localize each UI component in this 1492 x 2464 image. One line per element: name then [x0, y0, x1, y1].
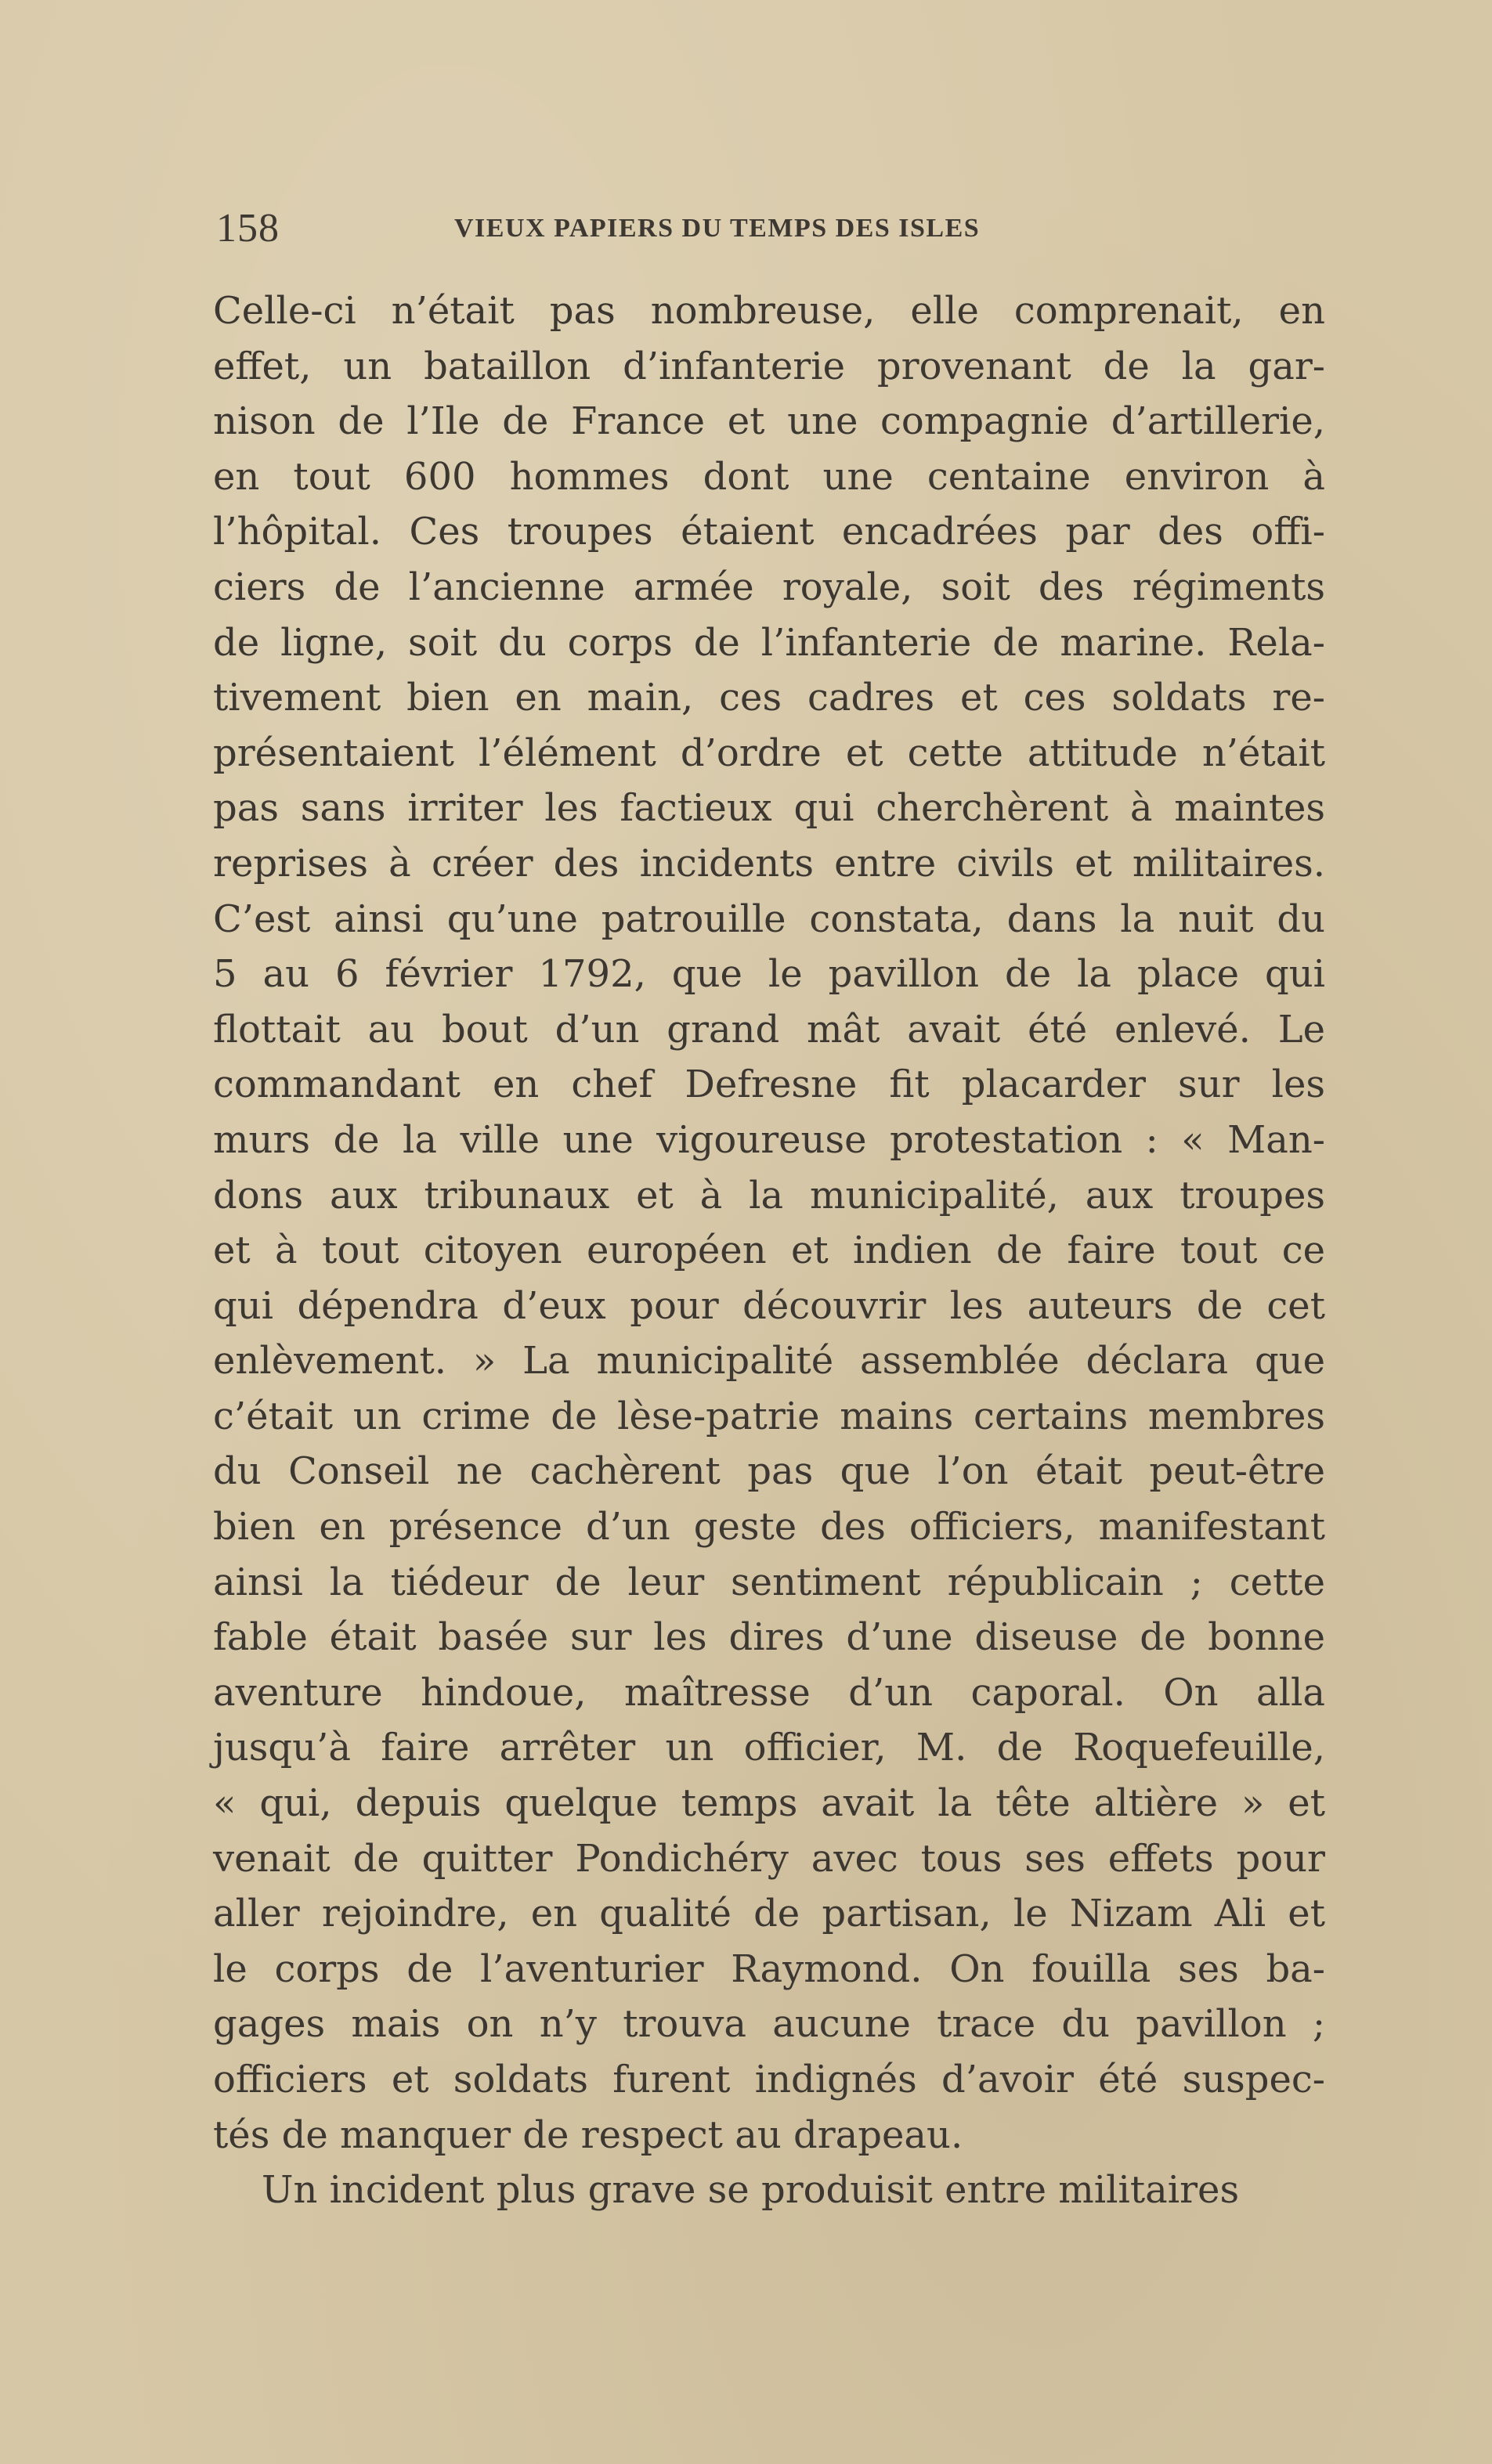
text-line: flottait au bout d’un grand mât avait été enlevé. Le: [213, 1007, 1325, 1052]
text-line: enlèvement. » La municipalité assemblée déclara que: [213, 1339, 1325, 1384]
text-line: aller rejoindre, en qualité de partisan, le Nizam Ali et: [213, 1892, 1325, 1936]
text-line: dons aux tribunaux et à la municipalité, aux troupes: [213, 1173, 1325, 1218]
text-line: jusqu’à faire arrêter un officier, M. de Roquefeuille,: [213, 1726, 1325, 1770]
text-line: et à tout citoyen européen et indien de faire tout ce: [213, 1228, 1325, 1273]
text-line: murs de la ville une vigoureuse protestation : « Man-: [213, 1117, 1325, 1162]
text-line: ciers de l’ancienne armée royale, soit des régiments: [213, 565, 1325, 609]
text-line: pas sans irriter les factieux qui cherchèrent à maintes: [213, 786, 1325, 831]
text-line: reprises à créer des incidents entre civils et militaires.: [213, 841, 1325, 886]
text-line: commandant en chef Defresne fit placarder sur les: [213, 1062, 1325, 1107]
text-line: en tout 600 hommes dont une centaine environ à: [213, 454, 1325, 499]
text-line: le corps de l’aventurier Raymond. On fouilla ses ba-: [213, 1946, 1325, 1991]
text-line: tivement bien en main, ces cadres et ces soldats re-: [213, 676, 1325, 720]
text-line: ainsi la tiédeur de leur sentiment républicain ; cette: [213, 1560, 1325, 1604]
text-line: tés de manquer de respect au drapeau.: [213, 2112, 963, 2157]
running-head: [213, 205, 1333, 252]
body-text: [213, 283, 1325, 2218]
text-line: du Conseil ne cachèrent pas que l’on était peut-être: [213, 1449, 1325, 1494]
text-line: l’hôpital. Ces troupes étaient encadrées par des offi-: [213, 510, 1325, 554]
text-line: présentaient l’élément d’ordre et cette attitude n’était: [213, 731, 1325, 775]
page-number: 158: [216, 206, 280, 251]
text-line: Un incident plus grave se produisit entre militaires: [262, 2168, 1240, 2213]
text-line: bien en présence d’un geste des officiers, manifestant: [213, 1505, 1325, 1549]
text-line: « qui, depuis quelque temps avait la tête altière » et: [213, 1781, 1325, 1826]
text-line: effet, un bataillon d’infanterie provenant de la gar-: [213, 344, 1325, 388]
text-line: c’était un crime de lèse-patrie mains certains membres: [213, 1394, 1325, 1438]
text-line: venait de quitter Pondichéry avec tous ses effets pour: [213, 1836, 1325, 1881]
text-line: fable était basée sur les dires d’une diseuse de bonne: [213, 1615, 1325, 1660]
text-line: de ligne, soit du corps de l’infanterie de marine. Rela-: [213, 620, 1325, 665]
text-line: Celle-ci n’était pas nombreuse, elle comprenait, en: [213, 289, 1325, 333]
text-line: 5 au 6 février 1792, que le pavillon de la place qui: [213, 952, 1325, 997]
text-line: qui dépendra d’eux pour découvrir les auteurs de cet: [213, 1283, 1325, 1328]
text-line: nison de l’Ile de France et une compagnie d’artillerie,: [213, 399, 1325, 444]
text-line: aventure hindoue, maîtresse d’un caporal. On alla: [213, 1670, 1325, 1715]
running-title: VIEUX PAPIERS DU TEMPS DES ISLES: [454, 214, 981, 243]
text-line: gages mais on n’y trouva aucune trace du pavillon ;: [213, 2002, 1325, 2047]
text-line: C’est ainsi qu’une patrouille constata, dans la nuit du: [213, 896, 1325, 941]
text-line: officiers et soldats furent indignés d’avoir été suspec-: [213, 2058, 1325, 2101]
